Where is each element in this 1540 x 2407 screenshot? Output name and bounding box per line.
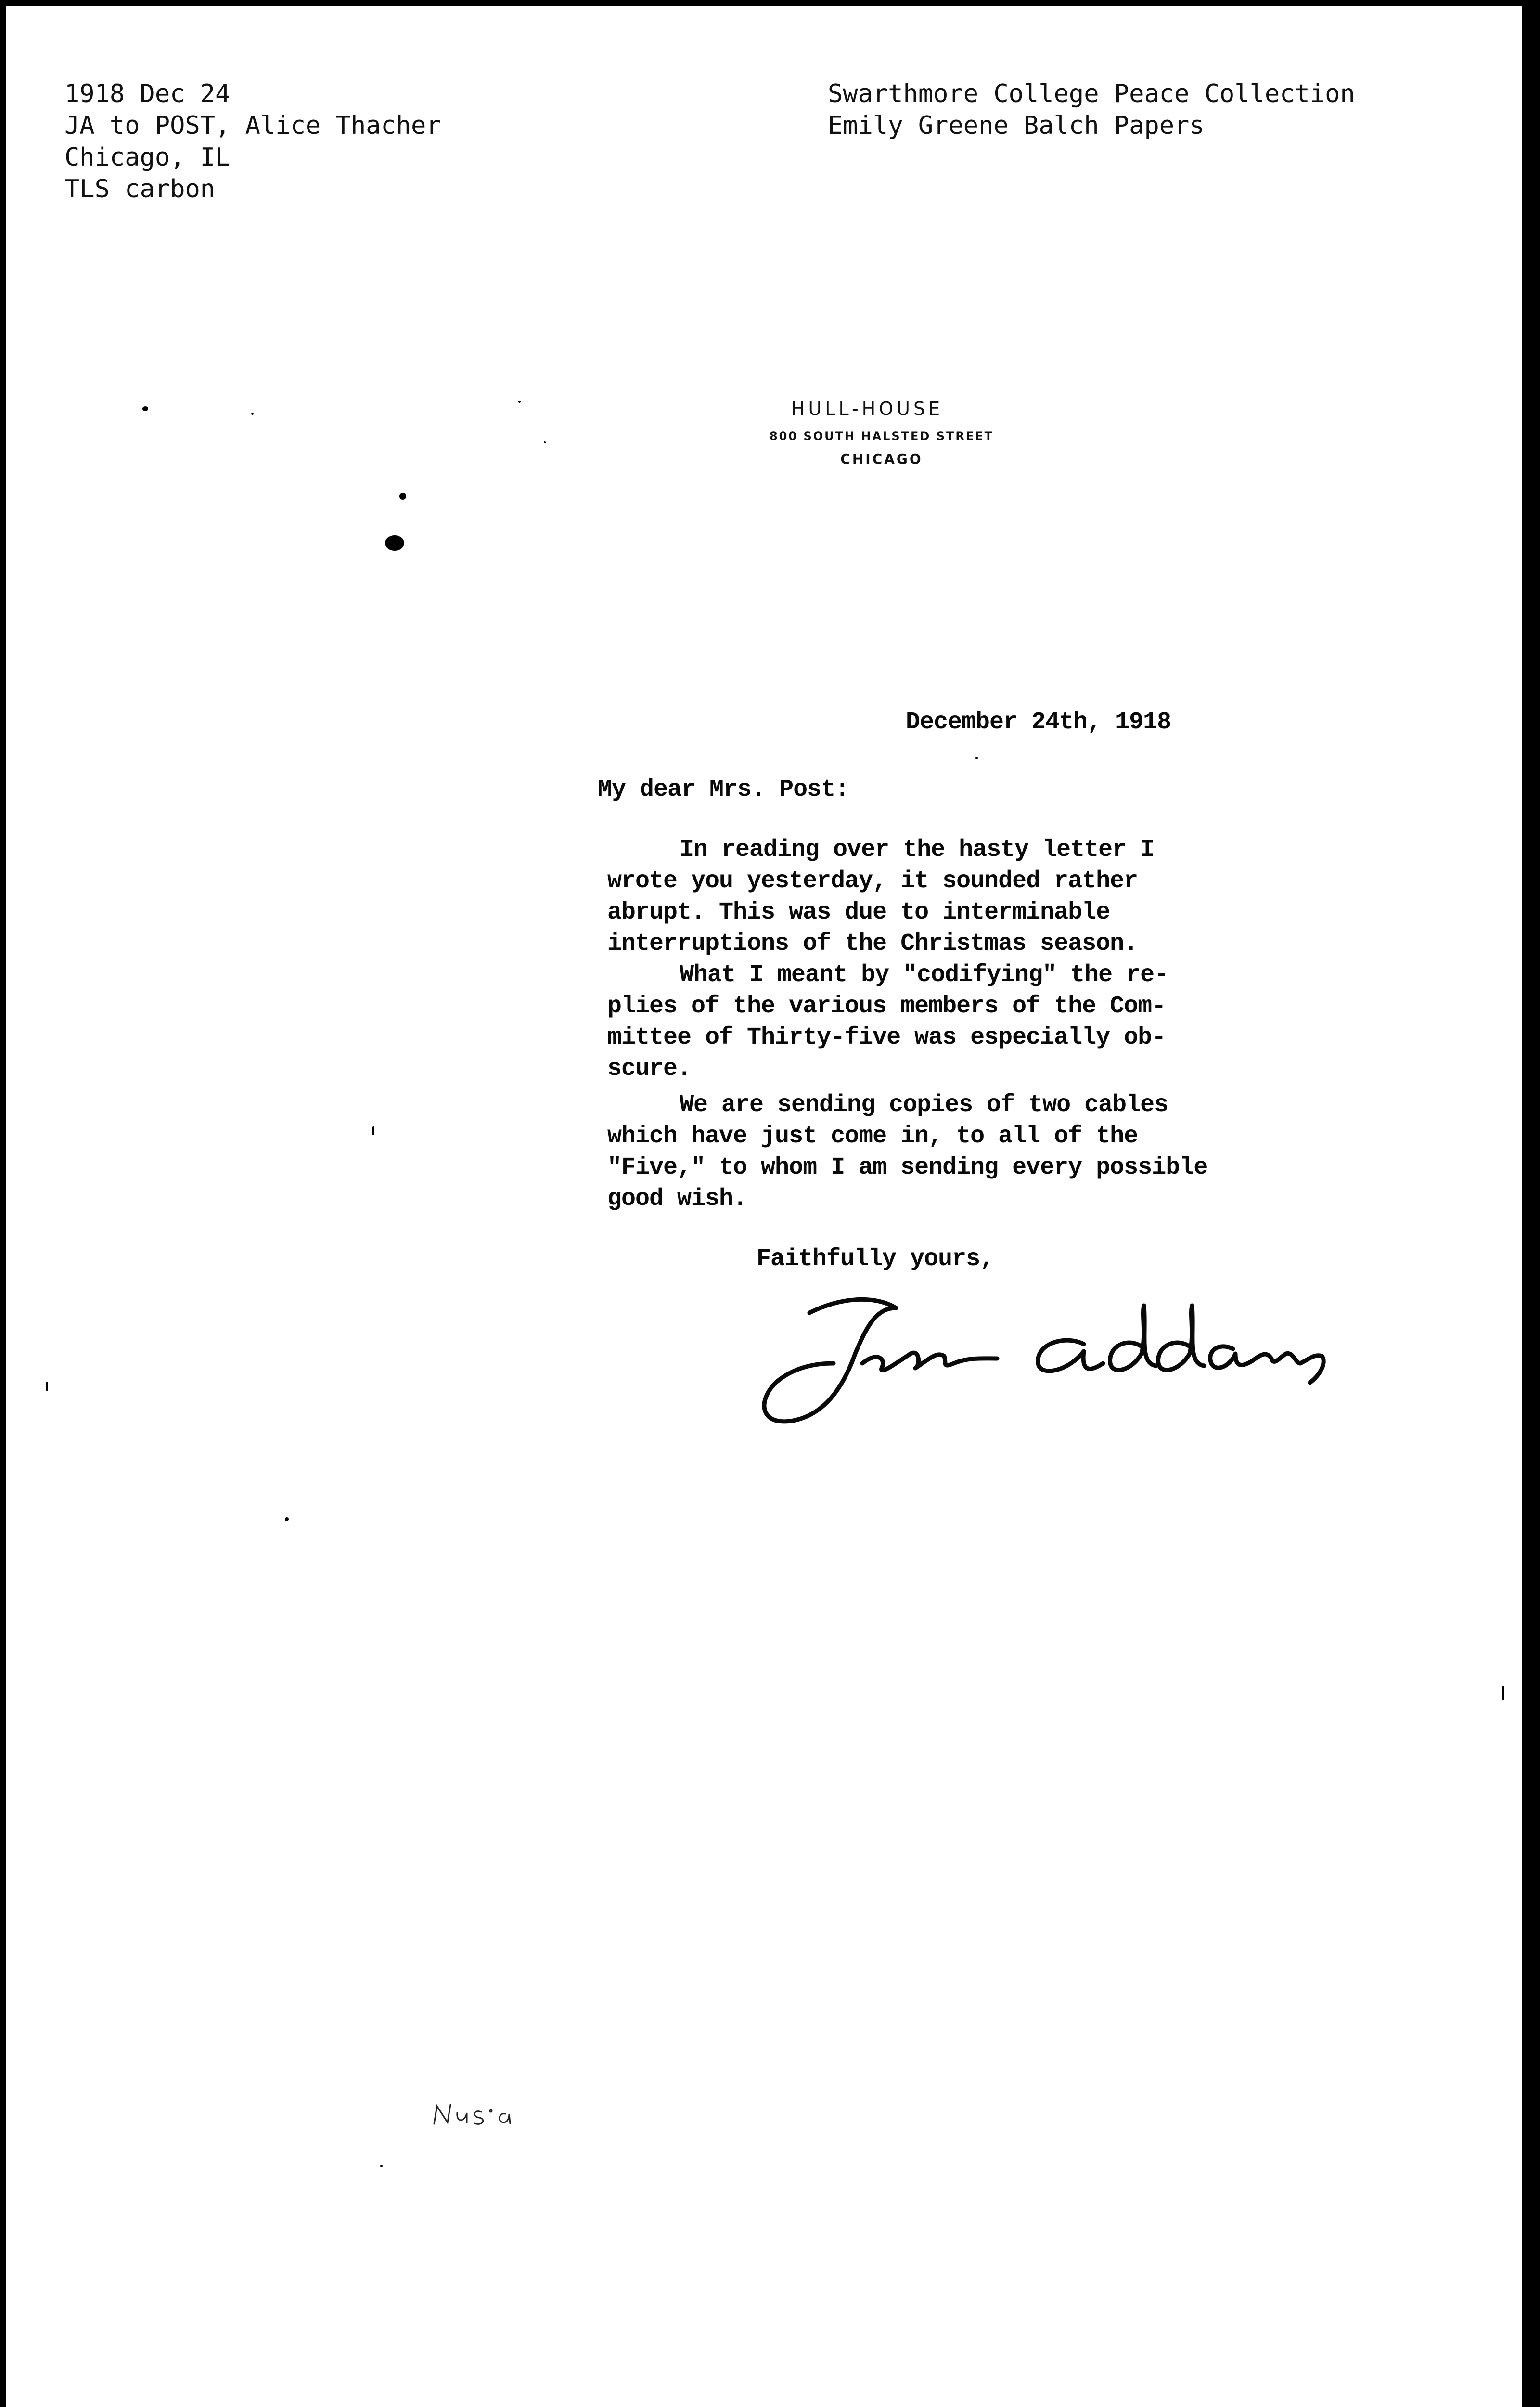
paragraph-1-line: In reading over the hasty letter I (680, 836, 1155, 864)
paragraph-1-line: interruptions of the Christmas season. (607, 930, 1138, 958)
handwritten-signature (757, 1286, 1353, 1431)
scan-speck (285, 1517, 289, 1521)
collection-name: Swarthmore College Peace Collection (828, 79, 1355, 108)
scan-speck (372, 1126, 374, 1135)
scan-speck (544, 441, 546, 443)
paragraph-2-line: scure. (607, 1055, 692, 1083)
citation-place: Chicago, IL (64, 143, 231, 172)
paragraph-2-line: What I meant by "codifying" the re- (680, 961, 1168, 989)
letterhead-street: 800 SOUTH HALSTED STREET (769, 429, 994, 443)
paragraph-2-line: plies of the various members of the Com- (607, 993, 1166, 1020)
citation-document-type: TLS carbon (64, 175, 216, 204)
letterhead-name: HULL-HOUSE (791, 398, 944, 419)
letter-closing: Faithfully yours, (757, 1245, 994, 1273)
citation-date: 1918 Dec 24 (64, 79, 231, 108)
scan-speck (975, 757, 978, 759)
paragraph-1-line: abrupt. This was due to interminable (607, 899, 1110, 926)
letter-salutation: My dear Mrs. Post: (598, 776, 849, 803)
paragraph-3-line: which have just come in, to all of the (607, 1123, 1138, 1150)
scan-speck (142, 406, 148, 411)
archival-collection (828, 78, 1355, 142)
scan-speck (518, 401, 521, 403)
scan-speck (399, 493, 406, 500)
handwritten-notation (429, 2097, 535, 2131)
paragraph-1-line: wrote you yesterday, it sounded rather (607, 867, 1138, 895)
scan-speck (46, 1382, 48, 1391)
paragraph-3-line: "Five," to whom I am sending every possible (607, 1154, 1208, 1181)
scan-speck (1502, 1686, 1504, 1700)
collection-papers: Emily Greene Balch Papers (828, 111, 1205, 140)
paragraph-3-line: We are sending copies of two cables (680, 1091, 1168, 1119)
paragraph-2-line: mittee of Thirty-five was especially ob- (607, 1024, 1166, 1051)
paragraph-3-line: good wish. (607, 1185, 747, 1213)
letterhead-city: CHICAGO (840, 451, 923, 467)
archival-citation (64, 78, 441, 205)
scan-speck (380, 2165, 383, 2167)
document-scan (6, 6, 1522, 2407)
letter-date: December 24th, 1918 (906, 709, 1171, 736)
scan-speck (251, 413, 254, 415)
citation-correspondents: JA to POST, Alice Thacher (64, 111, 441, 140)
scan-speck (385, 535, 404, 551)
